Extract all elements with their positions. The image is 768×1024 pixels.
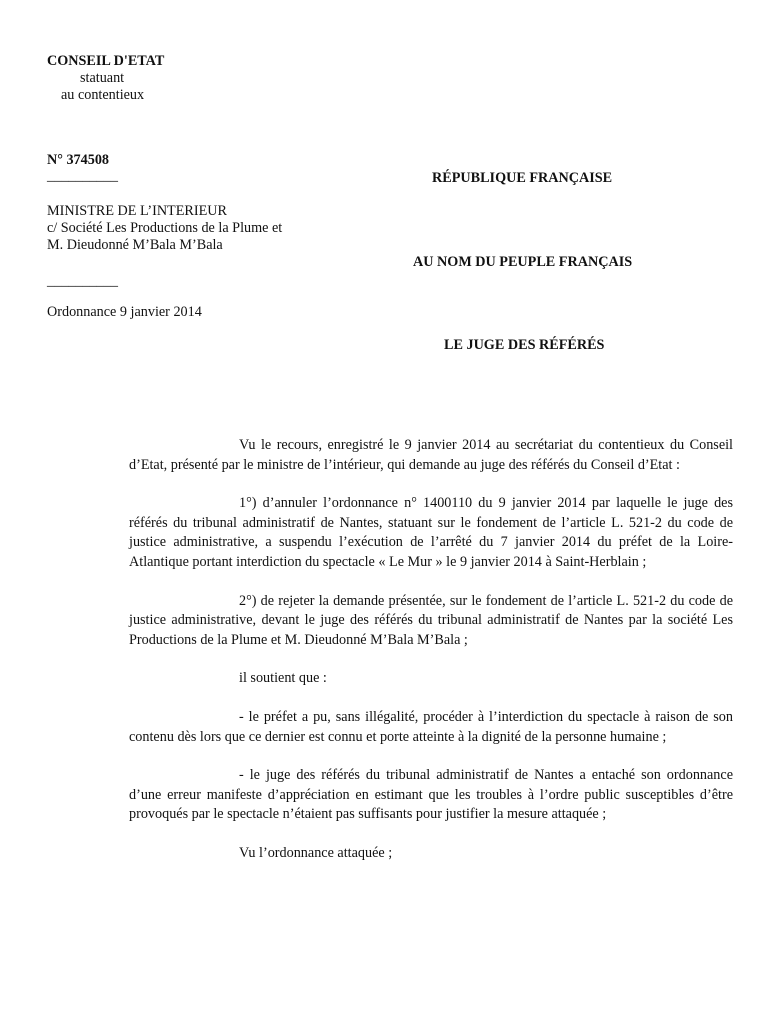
parties-respondent-company: c/ Société Les Productions de la Plume et bbox=[47, 220, 283, 236]
paragraph-soutient: il soutient que : bbox=[239, 670, 327, 687]
paragraph-demand-2: 2°) de rejeter la demande présentée, sur le fondement de l’article L. 521-2 du code de justice administrative, devant le juge des référés du tribunal administratif de Nantes par la société Les Productions de la Plume et M. Dieudonné M’Bala M’Bala ; bbox=[129, 592, 733, 648]
parties-appellant: MINISTRE DE L’INTERIEUR bbox=[47, 203, 227, 219]
republic-heading: RÉPUBLIQUE FRANÇAISE bbox=[432, 170, 613, 186]
paragraph-vu-ordonnance: Vu l’ordonnance attaquée ; bbox=[239, 844, 393, 861]
judge-heading: LE JUGE DES RÉFÉRÉS bbox=[444, 337, 605, 353]
paragraph-argument-2: - le juge des référés du tribunal administratif de Nantes a entaché son ordonnance d’une erreur manifeste d’appréciation en estimant que les troubles à l’ordre public susceptibles d’être provoqués par le spectacle n’étaient pas suffisants pour justifier la mesure attaquée ; bbox=[129, 767, 733, 823]
paragraph-demand-1: 1°) d’annuler l’ordonnance n° 1400110 du 9 janvier 2014 par laquelle le juge des référés du tribunal administratif de Nantes, statuant sur le fondement de l’article L. 521-2 du code de justice administrative, a suspendu l’exécution de l’arrêté du 7 janvier 2014 du préfet de la Loire-Atlantique portant interdiction du spectacle « Le Mur » le 9 janvier 2014 à Saint-Herblain ; bbox=[129, 495, 733, 570]
court-name: CONSEIL D'ETAT bbox=[47, 53, 165, 69]
order-date: Ordonnance 9 janvier 2014 bbox=[47, 304, 202, 320]
paragraph-recours: Vu le recours, enregistré le 9 janvier 2014 au secrétariat du contentieux du Conseil d’Etat, présenté par le ministre de l’intérieur, qui demande au juge des référés du Conseil d’Etat : bbox=[129, 437, 733, 473]
separator-line-2: __________ bbox=[47, 273, 118, 289]
paragraph-argument-1: - le préfet a pu, sans illégalité, procéder à l’interdiction du spectacle à raison de son contenu dès lors que ce dernier est connu et porte atteinte à la dignité de la personne humaine ; bbox=[129, 708, 733, 745]
people-heading: AU NOM DU PEUPLE FRANÇAIS bbox=[413, 254, 633, 270]
court-subtitle-statuant: statuant bbox=[80, 70, 125, 86]
case-number: N° 374508 bbox=[47, 152, 110, 168]
document-body bbox=[129, 436, 733, 883]
separator-line: __________ bbox=[47, 168, 118, 184]
court-subtitle-contentieux: au contentieux bbox=[61, 87, 145, 103]
parties-respondent-person: M. Dieudonné M’Bala M’Bala bbox=[47, 237, 223, 253]
